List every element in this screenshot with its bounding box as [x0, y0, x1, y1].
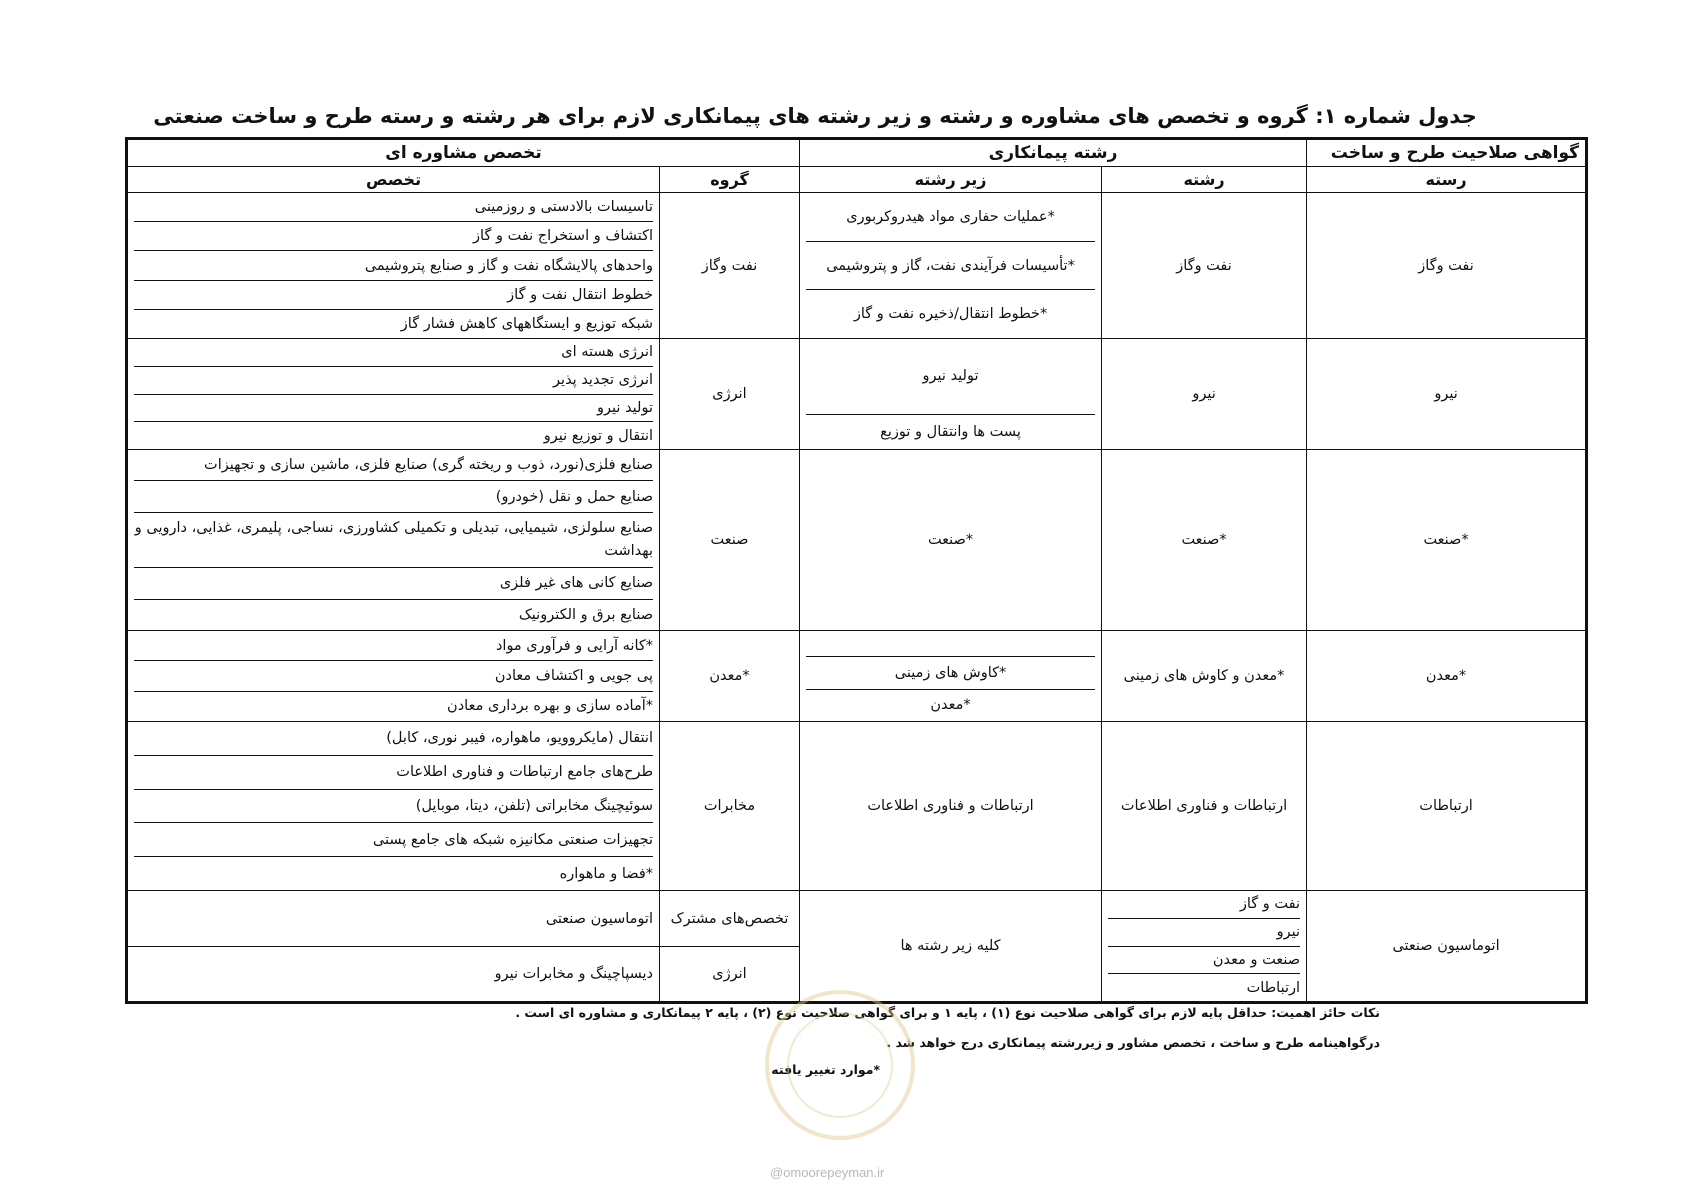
oil-reshte: نفت وگاز [1102, 193, 1307, 339]
oil-group: نفت وگاز [660, 193, 800, 339]
power-spec-item: انرژی هسته ای [134, 339, 653, 367]
power-sub-item: پست ها وانتقال و توزیع [880, 423, 1021, 440]
industry-spec-item: صنایع فلزی(نورد، ذوب و ریخته گری) صنایع فلزی، ماشین سازی و تجهیزات [134, 450, 653, 481]
header-consulting: تخصص مشاوره ای [127, 139, 800, 167]
section-automation-1 [127, 891, 1587, 947]
industry-spec-item: صنایع برق و الکترونیک [518, 606, 654, 623]
header-zir-reshte: زیر رشته [800, 167, 1102, 193]
power-spec-item: انتقال و توزیع نیرو [543, 427, 654, 444]
power-group: انرژی [660, 339, 800, 450]
header-takhasos: تخصص [127, 167, 660, 193]
header-contractor: رشته پیمانکاری [800, 139, 1307, 167]
telecom-specs-cell [127, 722, 660, 891]
mine-raste: *معدن [1307, 631, 1587, 722]
seal-logo [765, 990, 915, 1140]
oil-specs-cell [127, 193, 660, 339]
mine-reshte: *معدن و کاوش های زمینی [1102, 631, 1307, 722]
industry-reshte: *صنعت [1102, 450, 1307, 631]
oil-sub-item: *عملیات حفاری مواد هیدروکربوری [806, 193, 1095, 242]
automation-raste: اتوماسیون صنعتی [1307, 891, 1587, 1003]
mine-specs-cell [127, 631, 660, 722]
oil-sub-cell [800, 193, 1102, 339]
industry-spec-item: صنایع کانی های غیر فلزی [134, 568, 653, 599]
power-spec-item: انرژی تجدید پذیر [134, 367, 653, 395]
industry-spec-item: صنایع حمل و نقل (خودرو) [134, 481, 653, 512]
oil-spec-item: اکتشاف و استخراج نفت و گاز [134, 222, 653, 251]
industry-specs-cell [127, 450, 660, 631]
industry-sub: *صنعت [800, 450, 1102, 631]
telecom-spec-item: سوئیچینگ مخابراتی (تلفن، دیتا، موبایل) [134, 790, 653, 824]
power-specs-cell [127, 339, 660, 450]
header-cert: گواهی صلاحیت طرح و ساخت [1307, 139, 1587, 167]
oil-spec-item: شبکه توزیع و ایستگاههای کاهش فشار گاز [400, 315, 654, 332]
telecom-group: مخابرات [660, 722, 800, 891]
telecom-sub: ارتباطات و فناوری اطلاعات [800, 722, 1102, 891]
oil-raste: نفت وگاز [1307, 193, 1587, 339]
automation-sub: کلیه زیر رشته ها [800, 891, 1102, 1003]
power-spec-item: تولید نیرو [134, 395, 653, 423]
header-reshte: رشته [1102, 167, 1307, 193]
header-row-1 [127, 139, 1587, 167]
oil-spec-item: واحدهای پالایشگاه نفت و گاز و صنایع پتروشیمی [134, 251, 653, 280]
power-raste: نیرو [1307, 339, 1587, 450]
mine-group: *معدن [660, 631, 800, 722]
header-raste: رسته [1307, 167, 1587, 193]
telecom-spec-item: انتقال (مایکروویو، ماهواره، فیبر نوری، کابل) [134, 722, 653, 756]
automation-spec-2: دیسپاچینگ و مخابرات نیرو [127, 947, 660, 1003]
power-reshte: نیرو [1102, 339, 1307, 450]
oil-spec-item: تاسیسات بالادستی و روزمینی [134, 193, 653, 222]
section-mine [127, 631, 1587, 722]
document-title: جدول شماره ۱: گروه و تخصص های مشاوره و رشته و زیر رشته های پیمانکاری لازم برای هر رشته و رسته طرح و ساخت صنعتی [153, 104, 1477, 128]
note-line-2: درگواهینامه طرح و ساخت ، تخصص مشاور و زیررشته پیمانکاری درج خواهد شد . [886, 1035, 1380, 1050]
header-row-2 [127, 167, 1587, 193]
oil-sub-item: *خطوط انتقال/ذخیره نفت و گاز [853, 306, 1048, 323]
section-oil [127, 193, 1587, 339]
automation-reshte-item: نفت و گاز [1108, 891, 1300, 919]
power-sub-item: تولید نیرو [806, 339, 1095, 415]
automation-reshte-cell [1102, 891, 1307, 1003]
telecom-spec-item: طرح‌های جامع ارتباطات و فناوری اطلاعات [134, 756, 653, 790]
section-power [127, 339, 1587, 450]
oil-sub-item: *تأسیسات فرآیندی نفت، گاز و پتروشیمی [806, 242, 1095, 291]
mine-sub-cell [800, 631, 1102, 722]
power-sub-cell [800, 339, 1102, 450]
industry-spec-item: صنایع سلولزی، شیمیایی، تبدیلی و تکمیلی کشاورزی، نساجی، پلیمری، غذایی، دارویی و بهداشت [134, 513, 653, 569]
note-line-1: نکات حائز اهمیت: حداقل پایه لازم برای گواهی صلاحیت نوع (۱) ، پایه ۱ و برای گواهی صلاحیت نوع (۲) ، پایه ۲ پیمانکاری و مشاوره ای است . [515, 1005, 1380, 1020]
section-industry [127, 450, 1587, 631]
mine-spec-item: *کانه آرایی و فرآوری مواد [134, 631, 653, 661]
qualification-table [125, 137, 1588, 1004]
industry-raste: *صنعت [1307, 450, 1587, 631]
watermark-text: @omoorepeyman.ir [770, 1165, 885, 1180]
automation-spec-1: اتوماسیون صنعتی [127, 891, 660, 947]
header-goroh: گروه [660, 167, 800, 193]
automation-group-2: انرژی [660, 947, 800, 1003]
telecom-spec-item: *فضا و ماهواره [559, 865, 654, 882]
industry-group: صنعت [660, 450, 800, 631]
automation-reshte-item: صنعت و معدن [1108, 947, 1300, 975]
automation-reshte-item: ارتباطات [1246, 979, 1301, 996]
automation-reshte-item: نیرو [1108, 919, 1300, 947]
telecom-reshte: ارتباطات و فناوری اطلاعات [1102, 722, 1307, 891]
automation-group-1: تخصص‌های مشترک [660, 891, 800, 947]
section-telecom [127, 722, 1587, 891]
mine-sub-item: *معدن [930, 697, 971, 714]
oil-spec-item: خطوط انتقال نفت و گاز [134, 281, 653, 310]
mine-spec-item: پی جویی و اکتشاف معادن [134, 661, 653, 691]
mine-spec-item: *آماده سازی و بهره برداری معادن [447, 698, 654, 715]
note-line-3: *موارد تغییر یافته [771, 1062, 880, 1077]
telecom-spec-item: تجهیزات صنعتی مکانیزه شبکه های جامع پستی [134, 823, 653, 857]
mine-sub-item: *کاوش های زمینی [806, 657, 1095, 689]
telecom-raste: ارتباطات [1307, 722, 1587, 891]
